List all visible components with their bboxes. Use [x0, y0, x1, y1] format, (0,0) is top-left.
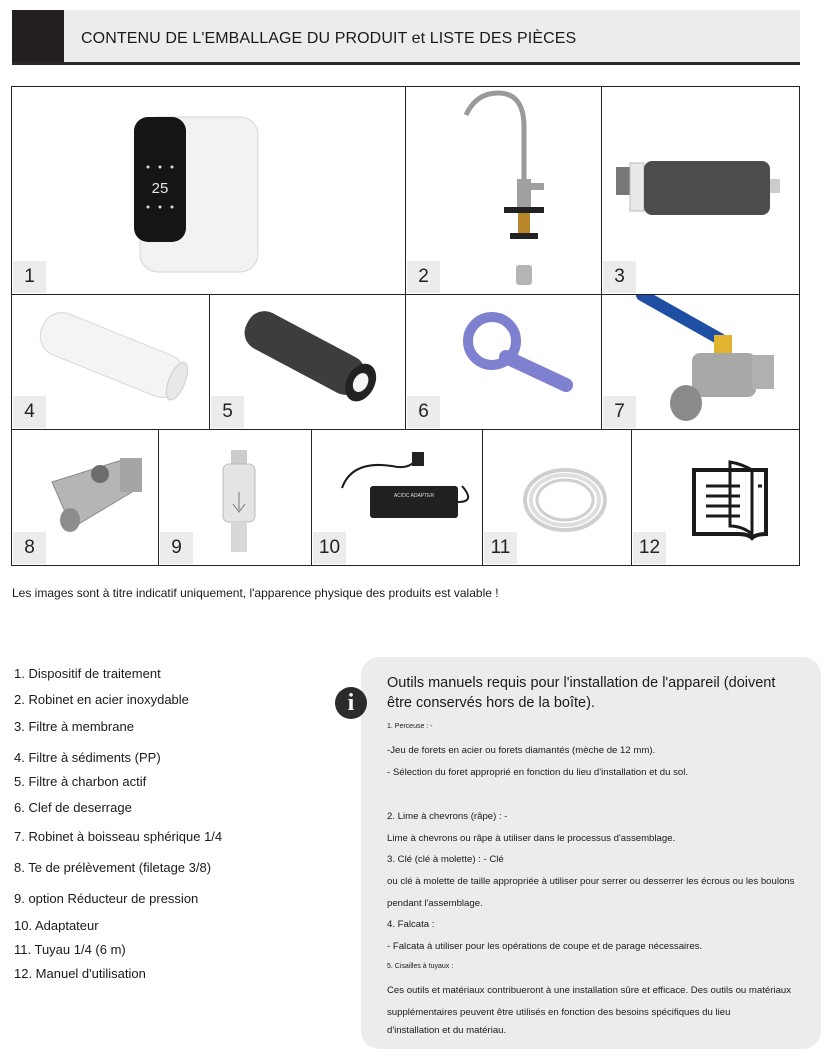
part-cell-4 [11, 294, 210, 430]
part-cell-12 [631, 429, 800, 566]
parts-list-item: 1. Dispositif de traitement [14, 666, 161, 681]
treatment-device-image [12, 87, 406, 295]
part-cell-8 [11, 429, 159, 566]
parts-list-item: 11. Tuyau 1/4 (6 m) [14, 942, 126, 957]
header-block [12, 10, 64, 62]
part-cell-9 [158, 429, 312, 566]
cell-number: 5 [211, 396, 244, 428]
parts-list-item: 4. Filtre à sédiments (PP) [14, 750, 161, 765]
part-cell-5 [209, 294, 406, 430]
tools-line: 1. Perceuse : - [387, 723, 433, 730]
tools-line: Ces outils et matériaux contribueront à une installation sûre et efficace. Des outils ou matériaux [387, 985, 792, 996]
cell-number: 7 [603, 396, 636, 428]
part-cell-3 [601, 86, 800, 295]
tools-line: - Falcata à utiliser pour les opérations de coupe et de parage nécessaires. [387, 941, 703, 952]
tools-line: Lime à chevrons ou râpe à utiliser dans le processus d'assemblage. [387, 833, 676, 844]
parts-list-item: 7. Robinet à boisseau sphérique 1/4 [14, 829, 223, 844]
tools-panel [361, 657, 821, 1049]
section-header [12, 10, 800, 65]
tools-line: -Jeu de forets en acier ou forets diamantés (mèche de 12 mm). [387, 745, 656, 756]
tools-line: - Sélection du foret approprié en fonction du lieu d'installation et du sol. [387, 767, 689, 778]
tools-line: 4. Falcata : [387, 919, 435, 930]
device-display-value: 25 [151, 180, 169, 197]
adapter-label: AC/DC ADAPTER [393, 493, 435, 499]
tools-heading-line2: être conservés hors de la boîte). [387, 695, 595, 711]
tools-line: 3. Clé (clé à molette) : - Clé [387, 854, 504, 865]
tools-line: 5. Cisailles à tuyaux : [387, 963, 454, 970]
cell-number: 11 [484, 532, 517, 564]
cell-number: 12 [633, 532, 666, 564]
part-cell-6 [405, 294, 602, 430]
part-cell-1 [11, 86, 406, 295]
cell-number: 2 [407, 261, 440, 293]
cell-number: 1 [13, 261, 46, 293]
parts-list-item: 6. Clef de deserrage [14, 800, 132, 815]
cell-number: 4 [13, 396, 46, 428]
cell-number: 6 [407, 396, 440, 428]
parts-list-item: 10. Adaptateur [14, 918, 99, 933]
section-title: CONTENU DE L'EMBALLAGE DU PRODUIT et LISTE DES PIÈCES [81, 30, 577, 47]
tools-line: supplémentaires peuvent être utilisés en fonction des besoins spécifiques du lieu [387, 1007, 731, 1018]
info-icon: i [335, 687, 367, 719]
parts-image-grid [11, 86, 800, 566]
part-cell-2 [405, 86, 602, 295]
parts-list-item: 8. Te de prélèvement (filetage 3/8) [14, 860, 212, 875]
tools-line: 2. Lime à chevrons (râpe) : - [387, 811, 508, 822]
parts-list-item: 12. Manuel d'utilisation [14, 966, 146, 981]
tools-heading-line1: Outils manuels requis pour l'installation de l'appareil (doivent [387, 675, 776, 691]
parts-list-item: 2. Robinet en acier inoxydable [14, 692, 189, 707]
part-cell-10 [311, 429, 483, 566]
part-cell-11 [482, 429, 632, 566]
tools-line: ou clé à molette de taille appropriée à utiliser pour serrer ou desserrer les écrous ou les boulons [387, 876, 795, 887]
disclaimer-note: Les images sont à titre indicatif uniquement, l'apparence physique des produits est valable ! [12, 586, 499, 600]
parts-list-item: 5. Filtre à charbon actif [14, 774, 147, 789]
part-cell-7 [601, 294, 800, 430]
parts-list-item: 3. Filtre à membrane [14, 719, 134, 734]
parts-list-item: 9. option Réducteur de pression [14, 891, 199, 906]
cell-number: 3 [603, 261, 636, 293]
tools-line: pendant l'assemblage. [387, 898, 483, 909]
cell-number: 9 [160, 532, 193, 564]
tools-line: d'installation et du matériau. [387, 1025, 507, 1036]
cell-number: 8 [13, 532, 46, 564]
cell-number: 10 [313, 532, 346, 564]
